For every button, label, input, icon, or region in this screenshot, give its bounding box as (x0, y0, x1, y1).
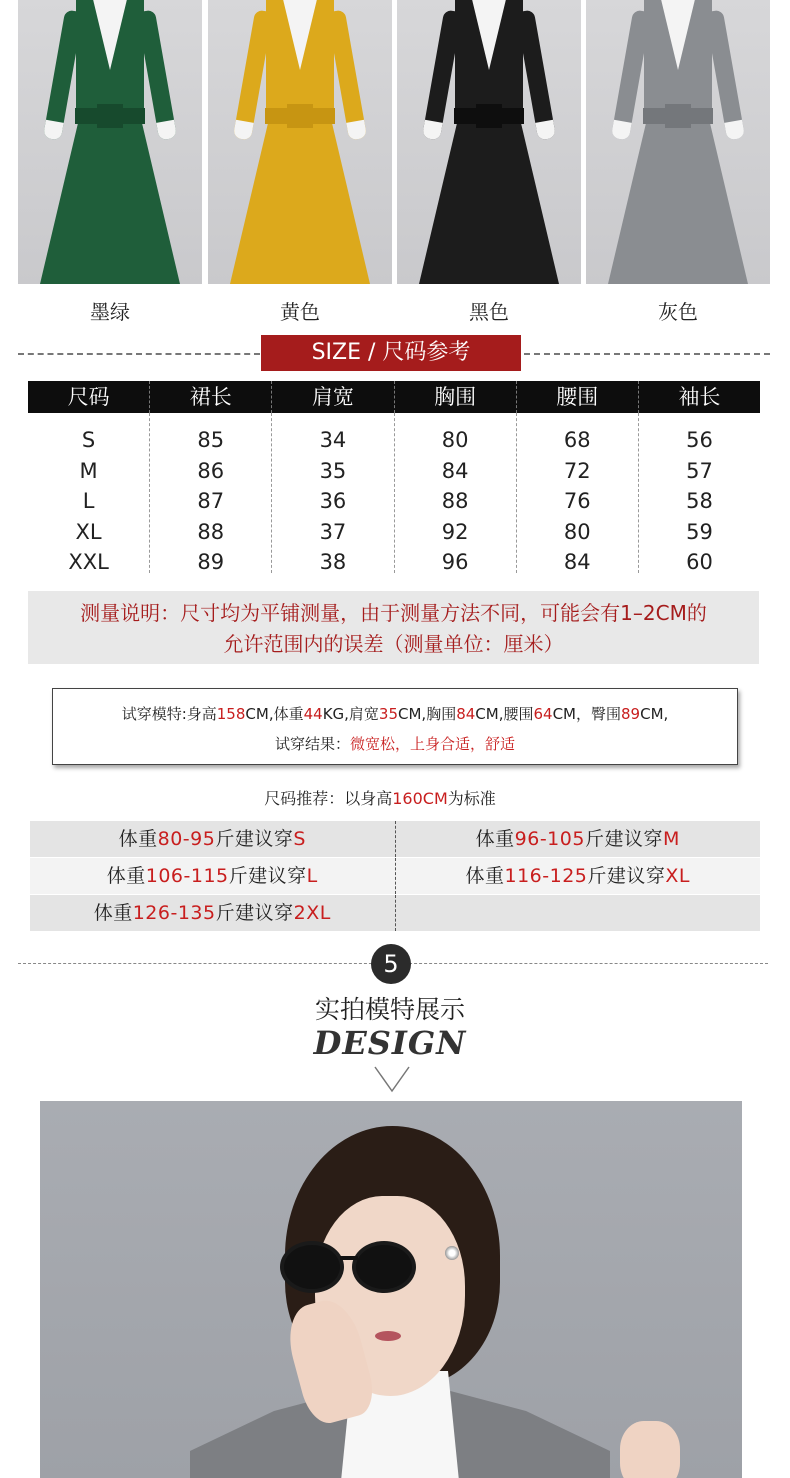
model-stats (53, 699, 737, 729)
table-cell: 86 (197, 458, 225, 483)
column-skirt-length (150, 413, 272, 573)
table-cell: 88 (197, 519, 225, 544)
table-cell: 84 (563, 550, 591, 574)
table-row (30, 821, 760, 857)
size-section-header (18, 335, 770, 371)
weight-label: 斤建议穿 (215, 828, 294, 850)
table-cell: 84 (441, 458, 469, 483)
size-recommendation (0, 786, 760, 809)
table-cell: 85 (197, 428, 225, 452)
weight-label: 体重 (106, 865, 146, 887)
section-title: 实拍模特展示 (314, 995, 465, 1024)
column-waist (517, 413, 639, 573)
chevron-down-icon (372, 1064, 412, 1094)
table-cell: XXL (68, 550, 109, 574)
weight-cell-xl (396, 858, 761, 894)
table-cell: 80 (441, 428, 469, 452)
table-cell: 58 (686, 489, 713, 513)
table-cell: 96 (441, 550, 469, 574)
note-line-2: 允许范围内的误差（测量单位：厘米） (223, 632, 564, 656)
weight-size: L (306, 865, 318, 887)
swatch-label-gray: 灰色 (658, 300, 698, 324)
weight-range: 116-125 (504, 865, 588, 887)
column-sleeve (639, 413, 760, 573)
table-row (30, 858, 760, 894)
model-photo (40, 1101, 742, 1478)
result-label: 试穿结果： (274, 735, 350, 753)
weight-size: XL (665, 865, 691, 887)
model-weight: 44 (303, 705, 323, 723)
size-section-title: SIZE / 尺码参考 (261, 335, 521, 371)
weight-label: 斤建议穿 (228, 865, 307, 887)
table-cell: 35 (319, 458, 347, 483)
weight-size: 2XL (293, 902, 331, 924)
swatch-black-photo[interactable] (397, 0, 581, 284)
weight-range: 126-135 (132, 902, 216, 924)
section-number-badge: 5 (371, 944, 411, 984)
header-size: 尺码 (28, 381, 150, 413)
swatch-label-black: 黑色 (469, 300, 509, 324)
table-cell: 80 (563, 519, 591, 544)
table-cell: 72 (563, 458, 591, 483)
recommend-prefix: 尺码推荐：以身高 (264, 789, 393, 808)
table-cell: 34 (319, 428, 347, 452)
size-table-header (28, 381, 760, 413)
table-cell: 37 (319, 519, 347, 544)
weight-size: S (293, 828, 306, 850)
model-text: KG,肩宽 (322, 705, 379, 723)
header-skirt-length: 裙长 (150, 381, 272, 413)
weight-cell-m (396, 821, 761, 857)
model-shoulder: 35 (378, 705, 399, 723)
model-label: 试穿模特:身高 (121, 705, 217, 723)
model-text: CM,胸围 (398, 705, 457, 723)
model-text: CM, (640, 705, 669, 723)
size-table-body (28, 413, 760, 573)
swatch-gray-photo[interactable] (586, 0, 770, 284)
note-line-1: 测量说明：尺寸均为平铺测量，由于测量方法不同，可能会有1–2CM的 (80, 601, 707, 625)
table-cell: 89 (197, 550, 225, 574)
model-waist: 64 (533, 705, 553, 723)
column-size (28, 413, 150, 573)
column-chest (395, 413, 517, 573)
weight-label: 体重 (118, 828, 158, 850)
table-cell: 56 (686, 428, 713, 452)
swatch-green-photo[interactable] (18, 0, 202, 284)
swatch-label-green: 墨绿 (90, 300, 130, 324)
color-swatches (18, 0, 770, 324)
table-cell: S (81, 428, 96, 452)
model-text: CM,腰围 (475, 705, 534, 723)
swatch-yellow-photo[interactable] (208, 0, 392, 284)
table-cell: L (82, 489, 95, 513)
table-cell: 88 (441, 489, 469, 513)
weight-range: 106-115 (145, 865, 229, 887)
header-waist: 腰围 (517, 381, 639, 413)
weight-label: 斤建议穿 (584, 828, 663, 850)
table-cell: 60 (686, 550, 713, 574)
weight-label: 体重 (93, 902, 133, 924)
table-cell: 92 (441, 519, 469, 544)
recommend-suffix: 为标准 (447, 789, 496, 808)
weight-cell-empty (396, 895, 761, 931)
model-text: CM，臀围 (552, 705, 621, 723)
weight-size: M (662, 828, 680, 850)
table-cell: 68 (563, 428, 591, 452)
fit-model-info (52, 688, 738, 765)
weight-label: 斤建议穿 (587, 865, 666, 887)
weight-label: 斤建议穿 (215, 902, 294, 924)
size-table (28, 381, 760, 573)
recommend-height: 160CM (392, 789, 448, 808)
result-value: 微宽松，上身合适，舒适 (350, 735, 516, 753)
table-cell: M (79, 458, 98, 483)
table-cell: 76 (563, 489, 591, 513)
weight-label: 体重 (475, 828, 515, 850)
weight-cell-l (30, 858, 396, 894)
measurement-note (28, 591, 759, 664)
weight-cell-s (30, 821, 396, 857)
model-height: 158 (216, 705, 246, 723)
table-row (30, 895, 760, 931)
model-chest: 84 (456, 705, 476, 723)
model-hip: 89 (621, 705, 641, 723)
weight-range: 80-95 (157, 828, 216, 850)
table-cell: 36 (319, 489, 347, 513)
table-cell: XL (75, 519, 102, 544)
table-cell: 87 (197, 489, 225, 513)
column-shoulder (272, 413, 394, 573)
divider-left (18, 353, 260, 355)
table-cell: 57 (686, 458, 713, 483)
model-text: CM,体重 (245, 705, 304, 723)
section-subtitle: DESIGN (313, 1024, 467, 1062)
swatch-label-yellow: 黄色 (280, 300, 320, 324)
weight-size-grid (30, 821, 760, 932)
weight-label: 体重 (465, 865, 505, 887)
model-result (53, 729, 737, 759)
divider-right (524, 353, 770, 355)
table-cell: 59 (686, 519, 713, 544)
header-shoulder: 肩宽 (272, 381, 394, 413)
weight-range: 96-105 (514, 828, 585, 850)
table-cell: 38 (319, 550, 347, 574)
header-chest: 胸围 (395, 381, 517, 413)
weight-cell-2xl (30, 895, 396, 931)
header-sleeve: 袖长 (678, 385, 721, 409)
